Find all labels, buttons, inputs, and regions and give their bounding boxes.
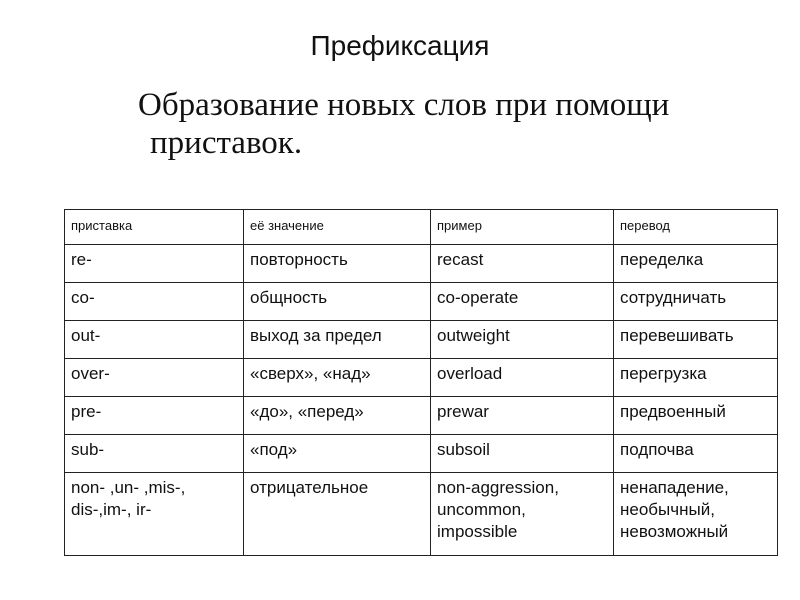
table-row [65, 359, 778, 397]
cell-meaning: «под» [244, 435, 431, 473]
subtitle-line-2: приставок. [150, 125, 303, 161]
cell-example: co-operate [431, 283, 614, 321]
subtitle [138, 86, 758, 162]
cell-prefix: re- [65, 245, 244, 283]
cell-meaning: выход за предел [244, 321, 431, 359]
cell-meaning: повторность [244, 245, 431, 283]
cell-prefix: out- [65, 321, 244, 359]
cell-example: recast [431, 245, 614, 283]
cell-meaning: «до», «перед» [244, 397, 431, 435]
cell-prefix: pre- [65, 397, 244, 435]
cell-meaning: отрицательное [244, 473, 431, 556]
table-row [65, 283, 778, 321]
header-meaning: её значение [244, 210, 431, 245]
subtitle-line-1: Образование новых слов при помощи [138, 87, 670, 123]
cell-translation: перевешивать [614, 321, 778, 359]
prefix-table [64, 209, 778, 556]
table-row [65, 397, 778, 435]
cell-translation: ненападение, необычный, невозможный [614, 473, 778, 556]
table-header-row [65, 210, 778, 245]
cell-prefix: sub- [65, 435, 244, 473]
cell-prefix: co- [65, 283, 244, 321]
table-row [65, 245, 778, 283]
table-row [65, 321, 778, 359]
cell-prefix: non- ,un- ,mis-, dis-,im-, ir- [65, 473, 244, 556]
cell-example: subsoil [431, 435, 614, 473]
cell-example: outweight [431, 321, 614, 359]
cell-meaning: общность [244, 283, 431, 321]
cell-example: prewar [431, 397, 614, 435]
cell-example: non-aggression, uncommon, impossible [431, 473, 614, 556]
header-example: пример [431, 210, 614, 245]
cell-prefix: over- [65, 359, 244, 397]
cell-example: overload [431, 359, 614, 397]
header-translation: перевод [614, 210, 778, 245]
cell-translation: перегрузка [614, 359, 778, 397]
cell-translation: подпочва [614, 435, 778, 473]
cell-meaning: «сверх», «над» [244, 359, 431, 397]
cell-translation: переделка [614, 245, 778, 283]
table-row [65, 435, 778, 473]
header-prefix: приставка [65, 210, 244, 245]
table-row [65, 473, 778, 556]
page-title: Префиксация [310, 30, 490, 61]
cell-translation: предвоенный [614, 397, 778, 435]
cell-translation: сотрудничать [614, 283, 778, 321]
